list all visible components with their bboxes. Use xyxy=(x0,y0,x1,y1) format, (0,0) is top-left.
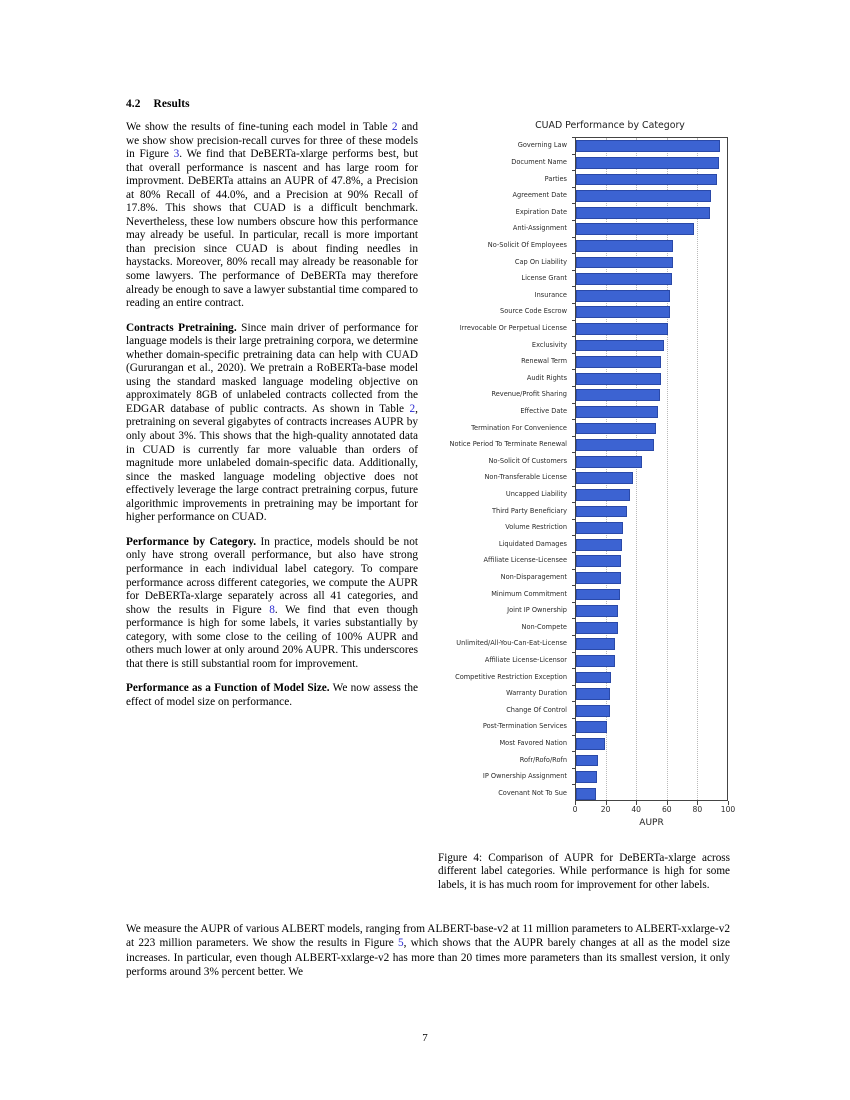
chart-bar-fill xyxy=(576,738,605,750)
chart-bar-fill xyxy=(576,356,661,368)
chart-y-tick-label: Audit Rights xyxy=(526,373,567,382)
chart-bar-fill xyxy=(576,290,670,302)
chart-bar-fill xyxy=(576,140,720,152)
chart-bar-fill xyxy=(576,788,596,800)
chart-y-tick-label: Change Of Control xyxy=(506,705,567,714)
chart-bar xyxy=(576,622,618,634)
chart-bar-fill xyxy=(576,605,618,617)
chart-bar-fill xyxy=(576,257,673,269)
chart-y-tick-label: Termination For Convenience xyxy=(471,423,567,432)
chart-bar xyxy=(576,223,694,235)
chart-y-tick-label: Post-Termination Services xyxy=(482,722,567,731)
chart-bar-fill xyxy=(576,223,694,235)
chart-bar-fill xyxy=(576,638,615,650)
chart-y-tick-label: Competitive Restriction Exception xyxy=(455,672,567,681)
chart-bar xyxy=(576,688,610,700)
chart-y-tick-label: Uncapped Liability xyxy=(505,489,567,498)
chart-bar-fill xyxy=(576,655,615,667)
chart-bar-fill xyxy=(576,306,670,318)
chart-bar xyxy=(576,638,615,650)
chart-bar-fill xyxy=(576,771,597,783)
chart-y-tick-label: Insurance xyxy=(534,290,567,299)
chart-y-tick-label: Non-Compete xyxy=(521,622,567,631)
chart-bar xyxy=(576,273,672,285)
chart-x-tick-mark xyxy=(606,801,607,805)
chart-y-tick-label: No-Solicit Of Customers xyxy=(488,456,567,465)
chart-y-tick-label: Covenant Not To Sue xyxy=(498,788,567,797)
bottom-paragraph-text: We measure the AUPR of various ALBERT models, ranging from ALBERT-base-v2 at 11 million parameters to ALBERT-xxlarge-v2 at 223 million parameters. We show the results in Figure 5, which shows that the AUPR barely changes at all as the model size increases. In particular, even though ALBERT-xxlarge-v2 has more than 20 times more parameters than its smallest version, it only performs around 3% percent better. We xyxy=(126,923,730,978)
chart-bar xyxy=(576,755,598,767)
paragraph-head-model-size: Performance as a Function of Model Size. xyxy=(126,682,330,695)
paragraph-model-size xyxy=(126,682,418,709)
chart-y-tick-label: Third Party Beneficiary xyxy=(491,506,567,515)
chart-y-tick-label: Governing Law xyxy=(517,141,567,150)
chart-bar xyxy=(576,406,658,418)
chart-y-tick-label: Unlimited/All-You-Can-Eat-License xyxy=(456,639,567,648)
chart-bar-fill xyxy=(576,506,627,518)
chart-bar-fill xyxy=(576,522,623,534)
section-title: Results xyxy=(153,98,190,110)
chart-bar-fill xyxy=(576,174,717,186)
chart-bar xyxy=(576,439,654,451)
chart-x-tick-mark xyxy=(575,801,576,805)
chart-x-tick-mark xyxy=(697,801,698,805)
chart-bar xyxy=(576,257,673,269)
chart-x-tick-label: 60 xyxy=(661,805,672,814)
paragraph-head-performance-by-category: Performance by Category. xyxy=(126,535,257,548)
chart-bar-fill xyxy=(576,555,621,567)
chart-y-tick-label: Minimum Commitment xyxy=(491,589,567,598)
chart-bar-fill xyxy=(576,340,664,352)
chart-bar-fill xyxy=(576,273,672,285)
chart-bar-fill xyxy=(576,472,633,484)
paragraph-performance-by-category xyxy=(126,536,418,671)
chart-bar-fill xyxy=(576,572,621,584)
chart-bar xyxy=(576,655,615,667)
chart-bar xyxy=(576,589,620,601)
chart-x-tick-label: 100 xyxy=(720,805,736,814)
chart-bar xyxy=(576,373,661,385)
chart-y-tick-label: Revenue/Profit Sharing xyxy=(491,390,567,399)
chart-bar-fill xyxy=(576,688,610,700)
chart-plot-wrapper xyxy=(575,137,728,801)
chart-x-tick-mark xyxy=(636,801,637,805)
chart-y-tick-label: Cap On Liability xyxy=(514,257,567,266)
chart-bar-fill xyxy=(576,539,622,551)
chart-bar-fill xyxy=(576,622,618,634)
chart-bar-fill xyxy=(576,207,710,219)
chart-bar-fill xyxy=(576,439,654,451)
section-number: 4.2 xyxy=(126,98,141,110)
chart-bar xyxy=(576,506,627,518)
chart-x-tick-mark xyxy=(667,801,668,805)
chart-bar xyxy=(576,356,661,368)
chart-bar-fill xyxy=(576,672,611,684)
chart-bar-fill xyxy=(576,705,610,717)
chart-y-tick-label: Anti-Assignment xyxy=(512,224,567,233)
chart-y-tick-label: Affiliate License-Licensor xyxy=(484,655,567,664)
chart-y-tick-label: Liquidated Damages xyxy=(498,539,567,548)
chart-x-tick-label: 40 xyxy=(631,805,642,814)
chart-bar xyxy=(576,306,670,318)
chart-x-axis-ticks xyxy=(572,801,736,815)
chart-title: CUAD Performance by Category xyxy=(535,120,685,131)
chart-bar xyxy=(576,157,719,169)
chart-bar xyxy=(576,605,618,617)
chart-x-axis-title: AUPR xyxy=(639,818,664,828)
two-column-body xyxy=(126,98,736,918)
chart-bar xyxy=(576,389,660,401)
page-number: 7 xyxy=(422,1032,428,1044)
chart-y-tick-label: License Grant xyxy=(521,274,567,283)
chart-bar xyxy=(576,340,664,352)
paragraph-contracts-pretraining-text: Since main driver of performance for language models is their large pretraining corpora, we determine whether domain-specific pretraining data can help with CUAD (Gururangan et al., 2020). We pretrain a RoBERTa-base model using the standard masked language modeling objective on approximately 8GB of unlabeled contracts collected from the EDGAR database of public contracts. As shown in Table 2, pretraining on several gigabytes of contracts increases AUPR by only about 3%. This shows that the high-quality annotated data in CUAD is currently far more valuable than orders of magnitude more unlabeled domain-specific data. Additionally, since the masked language modeling objective does not effectively leverage the large contract pretraining corpus, future algorithmic improvements in pretraining may be important for higher performance on CUAD. xyxy=(126,321,418,524)
chart-bar xyxy=(576,240,673,252)
chart-y-tick-label: Notice Period To Terminate Renewal xyxy=(449,440,567,449)
chart-y-tick-label: Renewal Term xyxy=(521,357,567,366)
paragraph-performance-by-category-text: In practice, models should be not only have strong overall performance, but also have strong performance in each individual label category. To compare performance across different categories, we compute the AUPR for DeBERTa-xlarge separately across all 41 categories, and show the results in Figure 8. We find that even though performance is high for some labels, it varies substantially by category, with some close to the ceiling of 100% AUPR and others much lower at only around 20% AUPR. This underscores that there is still substantial room for improvement. xyxy=(126,535,418,670)
chart-y-tick-label: Source Code Escrow xyxy=(500,307,567,316)
chart-bar-fill xyxy=(576,456,642,468)
chart-y-tick-label: Agreement Date xyxy=(512,191,567,200)
chart-y-tick-label: Joint IP Ownership xyxy=(507,606,567,615)
chart-bar xyxy=(576,539,622,551)
chart-bar xyxy=(576,174,717,186)
chart-y-tick-label: Rofr/Rofo/Rofn xyxy=(519,755,567,764)
chart-bar-fill xyxy=(576,406,658,418)
chart-y-tick-label: Volume Restriction xyxy=(505,523,567,532)
chart-bar xyxy=(576,323,668,335)
chart-bar-fill xyxy=(576,373,661,385)
chart-bar xyxy=(576,290,670,302)
bar-chart-cuad-performance xyxy=(438,120,736,845)
chart-y-tick-label: Document Name xyxy=(511,157,567,166)
chart-bar xyxy=(576,572,621,584)
chart-bar-fill xyxy=(576,755,598,767)
chart-bar-fill xyxy=(576,190,711,202)
chart-bar xyxy=(576,423,656,435)
left-column xyxy=(126,98,418,709)
chart-bar xyxy=(576,771,597,783)
chart-y-tick-label: Irrevocable Or Perpetual License xyxy=(459,323,567,332)
chart-bar xyxy=(576,207,710,219)
chart-y-tick-label: Parties xyxy=(544,174,567,183)
paragraph-contracts-pretraining xyxy=(126,322,418,525)
chart-bar xyxy=(576,705,610,717)
chart-bar-fill xyxy=(576,589,620,601)
section-heading xyxy=(126,98,418,110)
chart-bar xyxy=(576,721,607,733)
chart-x-tick-label: 20 xyxy=(600,805,611,814)
chart-bar-fill xyxy=(576,240,673,252)
chart-y-tick-label: Warranty Duration xyxy=(506,689,567,698)
chart-y-tick-label: IP Ownership Assignment xyxy=(482,772,567,781)
chart-plot-area xyxy=(575,137,728,801)
chart-bar xyxy=(576,140,720,152)
chart-y-axis-labels xyxy=(438,137,572,801)
chart-bar xyxy=(576,190,711,202)
chart-y-tick-label: Expiration Date xyxy=(515,207,567,216)
paragraph-results-text: We show the results of fine-tuning each model in Table 2 and we show show precision-recall curves for three of these models in Figure 3. We find that DeBERTa-xlarge performs best, but that overall performance is nascent and has large room for improvment. DeBERTa attains an AUPR of 47.8%, a Precision at 80% Recall of 44.0%, and a Precision at 90% Recall of 17.8%. This shows that CUAD is a difficult benchmark. Nevertheless, these low numbers obscure how this performance may already be useful. In particular, recall is more important than precision since CUAD is about finding needles in haystacks. Moreover, 80% recall may already be reasonable for some lawyers. The performance of DeBERTa may therefore already be enough to save a lawyer substantial time compared to reading an entire contract. xyxy=(126,121,418,310)
chart-y-tick-label: Effective Date xyxy=(520,406,567,415)
chart-bar-fill xyxy=(576,323,668,335)
chart-y-tick-label: Non-Disparagement xyxy=(500,572,567,581)
chart-y-tick-label: Most Favored Nation xyxy=(499,738,567,747)
chart-bar xyxy=(576,522,623,534)
chart-y-tick-label: Non-Transferable License xyxy=(484,473,567,482)
chart-bar-fill xyxy=(576,389,660,401)
chart-x-tick-label: 0 xyxy=(572,805,578,814)
chart-bar xyxy=(576,555,621,567)
paragraph-model-size-text: We now assess the effect of model size on performance. xyxy=(126,682,418,708)
chart-y-tick-label: Affiliate License-Licensee xyxy=(483,556,567,565)
figure-caption: Figure 4: Comparison of AUPR for DeBERTa-xlarge across different label categories. While performance is high for some labels, it is has much room for improvement for other labels. xyxy=(438,852,730,891)
figure-4 xyxy=(438,120,736,892)
chart-bar-fill xyxy=(576,721,607,733)
paragraph-head-contracts-pretraining: Contracts Pretraining. xyxy=(126,321,237,334)
chart-bar xyxy=(576,738,605,750)
chart-bar xyxy=(576,788,596,800)
chart-bars xyxy=(576,138,727,800)
chart-x-tick-label: 80 xyxy=(692,805,703,814)
chart-bar xyxy=(576,456,642,468)
chart-bar xyxy=(576,672,611,684)
chart-bar-fill xyxy=(576,489,630,501)
bottom-paragraph xyxy=(126,922,730,979)
chart-bar-fill xyxy=(576,157,719,169)
chart-bar xyxy=(576,472,633,484)
chart-x-tick-mark xyxy=(728,801,729,805)
chart-gridline xyxy=(727,138,728,800)
chart-bar xyxy=(576,489,630,501)
chart-y-tick-label: Exclusivity xyxy=(531,340,567,349)
paragraph-results xyxy=(126,121,418,311)
chart-bar-fill xyxy=(576,423,656,435)
chart-y-tick-label: No-Solicit Of Employees xyxy=(487,240,567,249)
